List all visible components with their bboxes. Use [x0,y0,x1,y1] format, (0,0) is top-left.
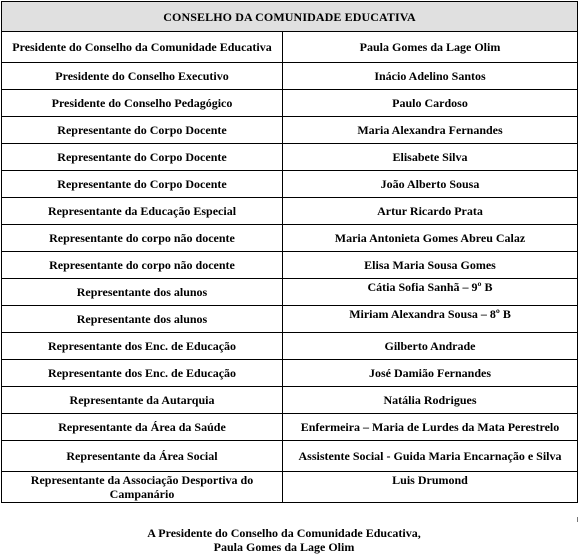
table-row [2,414,578,441]
table-row [2,441,578,472]
member-role: Representante dos alunos [2,306,283,333]
signature-title: A Presidente do Conselho da Comunidade Educativa, [147,526,421,540]
member-name: Cátia Sofia Sanhã – 9º B [283,279,578,306]
table-row [2,171,578,198]
table-row [2,63,578,90]
member-name: João Alberto Sousa [283,171,578,198]
member-name: Maria Alexandra Fernandes [283,117,578,144]
table-row [2,32,578,63]
table-row [2,225,578,252]
table-row [2,472,578,503]
member-role: Representante do corpo não docente [2,225,283,252]
member-role: Representante da Associação Desportiva do Campanário [2,472,283,503]
member-role: Representante do corpo não docente [2,252,283,279]
member-name: Inácio Adelino Santos [283,63,578,90]
table-row [2,387,578,414]
table-title-row [2,2,578,32]
member-name: Artur Ricardo Prata [283,198,578,225]
table-row [2,279,578,306]
member-role: Representante do Corpo Docente [2,117,283,144]
member-role: Representante da Educação Especial [2,198,283,225]
table-row [2,306,578,333]
member-name: Maria Antonieta Gomes Abreu Calaz [283,225,578,252]
member-name: Miriam Alexandra Sousa – 8º B [283,306,578,333]
table-row [2,252,578,279]
table-row [2,144,578,171]
table-row [2,198,578,225]
member-role: Representante dos alunos [2,279,283,306]
table-row [2,90,578,117]
member-role: Presidente do Conselho da Comunidade Educativa [2,32,283,63]
table-row [2,333,578,360]
council-table [1,1,578,503]
signature-name: Paula Gomes da Lage Olim [213,540,355,554]
member-name: Enfermeira – Maria de Lurdes da Mata Perestrelo [283,414,578,441]
member-role: Representante do Corpo Docente [2,144,283,171]
table-row [2,117,578,144]
member-name: Elisabete Silva [283,144,578,171]
member-role: Representante do Corpo Docente [2,171,283,198]
table-title: CONSELHO DA COMUNIDADE EDUCATIVA [2,2,578,32]
member-role: Representante da Área Social [2,441,283,472]
signature-block [0,526,568,554]
member-role: Representante da Área da Saúde [2,414,283,441]
table-row [2,360,578,387]
member-name: Paulo Cardoso [283,90,578,117]
member-name: Luis Drumond [283,472,578,503]
member-name: José Damião Fernandes [283,360,578,387]
member-name: Assistente Social - Guida Maria Encarnação e Silva [283,441,578,472]
member-name: Gilberto Andrade [283,333,578,360]
member-role: Representante dos Enc. de Educação [2,333,283,360]
member-role: Representante dos Enc. de Educação [2,360,283,387]
member-name: Elisa Maria Sousa Gomes [283,252,578,279]
member-role: Representante da Autarquia [2,387,283,414]
member-role: Presidente do Conselho Executivo [2,63,283,90]
member-role: Presidente do Conselho Pedagógico [2,90,283,117]
member-name: Natália Rodrigues [283,387,578,414]
member-name: Paula Gomes da Lage Olim [283,32,578,63]
